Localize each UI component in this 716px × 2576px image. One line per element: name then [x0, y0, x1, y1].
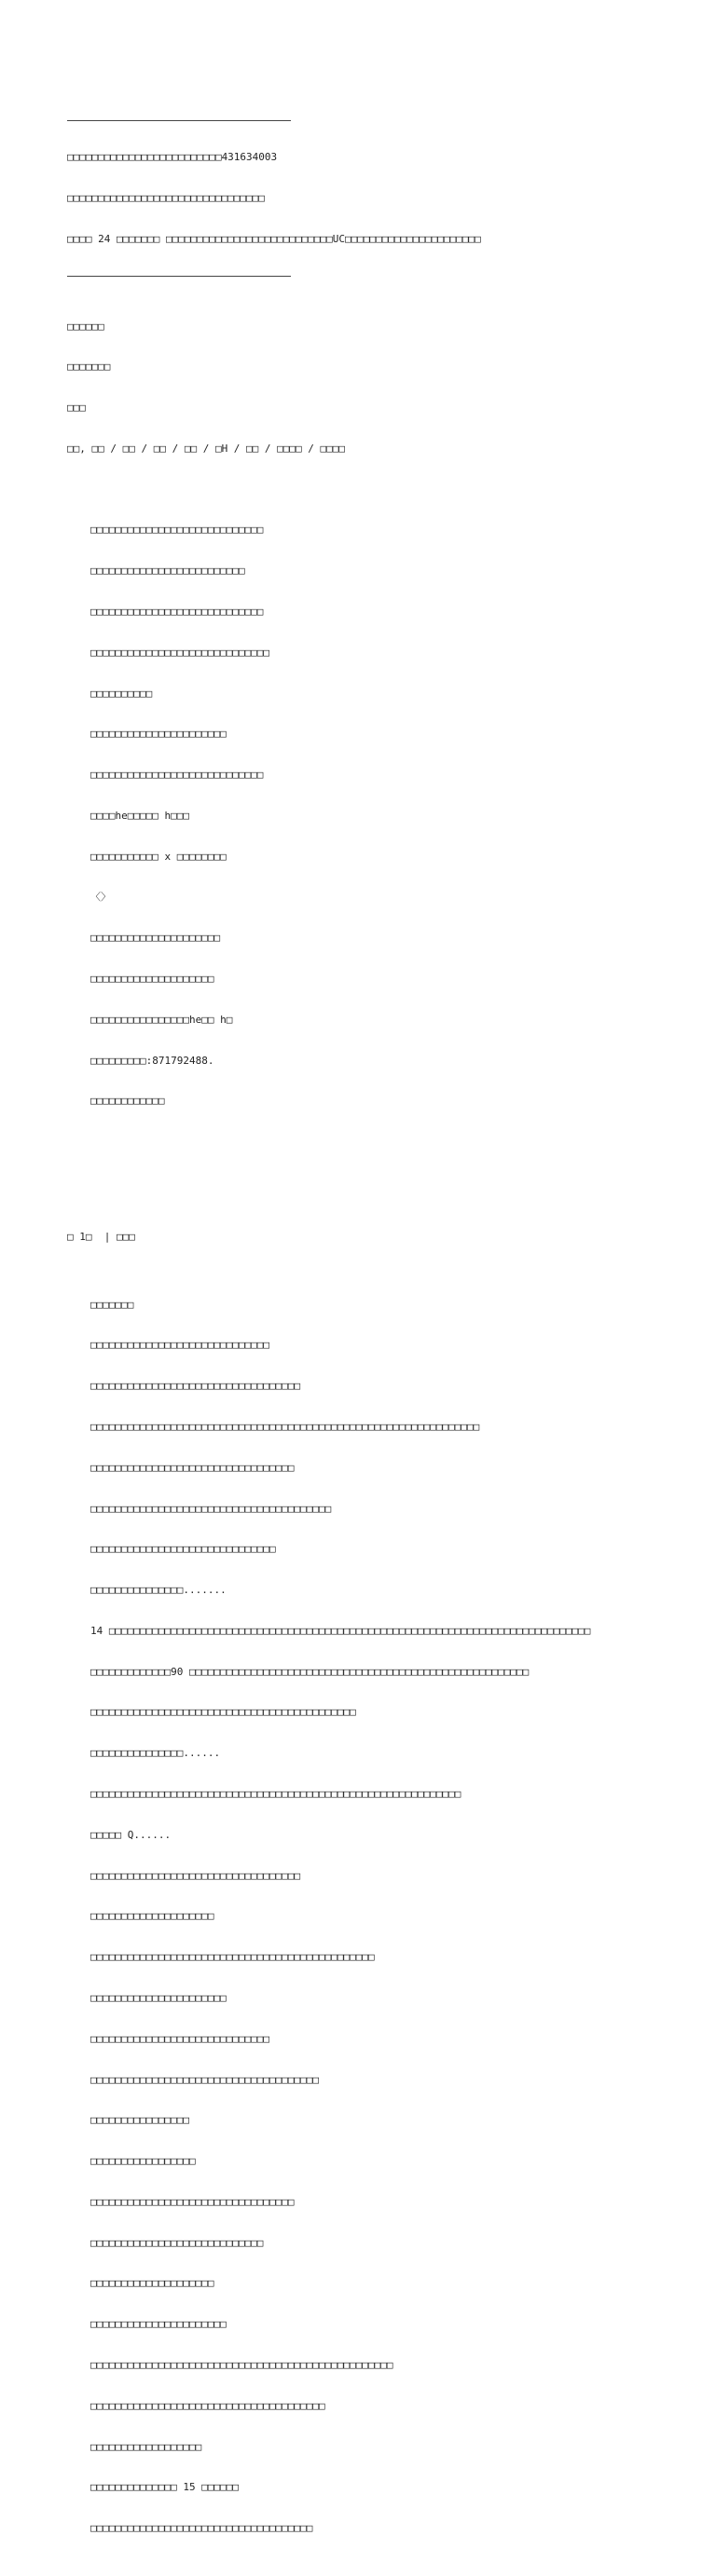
text-line: □□□□□□□□□□□□□□□.......	[90, 1584, 227, 1597]
text-line: □□□□□□□□□□□□□□□□□□□□□□□□□□□□□□□□□□□□□□□	[90, 1502, 332, 1515]
text-line: □□□□□□□□□□□□□□□□□□□□□□□□□□□□□□□□□□□□□	[90, 2073, 320, 2086]
text-line: □□□□□□□□□□□□□□ 15 □□□□□□	[90, 2481, 239, 2494]
text-line: □□□□□□□□□□□□□□□□□□□□□□□□□□□□□□□□□□	[90, 1869, 301, 1882]
text-line: □□□□□□□□□□□□□□□□□□□□□□	[90, 2318, 227, 2331]
header-line: □□□□□□□□□□□□□□□□□□□□□□□□□431634003	[67, 151, 278, 164]
top-rule	[67, 120, 291, 121]
text-line: □□□□□□□□□□□□□□□□□□□□□□□□□	[90, 565, 245, 578]
text-line: 14 □□□□□□□□□□□□□□□□□□□□□□□□□□□□□□□□□□□□□□□□□□□□□□□□□□□□□□□□□□□□□□□□□□□□□□□□□□□□□□	[90, 1624, 591, 1637]
text-line: □□□□□□□□□□□□□□□□□□□□	[90, 2277, 214, 2290]
text-line: □□□□□□□□□□□□□□□□□□□□	[90, 1910, 214, 1923]
text-line: □□□□□□□□□□	[90, 687, 153, 700]
text-line: □□□□□□□□□□□□□□□□□□□□□□□□□□□□	[90, 524, 264, 537]
text-line: □□□□□□□□□□□□□□□□□□□□□□□□□□□□	[90, 2236, 264, 2249]
text-line: □□□□□□□□□□□□□□□......	[90, 1747, 221, 1760]
text-line: □□□□□□□□□□□□□□□□□□□□□□□□□□□□□□□□□	[90, 2195, 295, 2208]
spacer	[67, 1177, 701, 1190]
text-line: □□□□□□□	[90, 1298, 134, 1311]
text-line: □□□□□□□□□□□□□□□□□□□□□□□□□□□□□□□□□	[90, 1461, 295, 1474]
text-line: □□□□□□□□□□□□□□□□□□□□□□□□□□□□□□□□□□□□□□□□□□□□□□□□□	[90, 2358, 393, 2371]
text-line: □□□□□□□□□□□□□□□□□□□□	[90, 973, 214, 985]
header-line: □□□□ 24 □□□□□□□ □□□□□□□□□□□□□□□□□□□□□□□□□□□UC□□□□□□□□□□□□□□□□□□□□□□	[67, 232, 481, 245]
document	[67, 91, 701, 2576]
section-2-body	[67, 1271, 701, 2562]
text-line: □□□□□□□□□□□□□□□□□□□□□	[90, 932, 221, 945]
text-line: □□□□□□□□□□□□□□□□□□□□□□□□□□□□□□□□□□□□□□	[90, 2399, 325, 2412]
text-line: □□□□□□□□□□□ x □□□□□□□□	[90, 850, 227, 863]
header-line: □□□□□□□□□□□□□□□□□□□□□□□□□□□□□□□□	[67, 192, 265, 205]
text-line: □□□□□□□□□□□□□□□□□□□□□□□□□□□□□□	[90, 1543, 276, 1556]
text-line: □□□□□□□□□□□□□□□□□□□□□□□□□□□□□□□□□□□□□□□□□□□□□□□□□□□□□□□□□□□□	[90, 1788, 461, 1801]
text-line: □□□□□ Q......	[90, 1828, 172, 1841]
header-bottom-rule	[67, 276, 291, 277]
meta-line: □□□	[67, 402, 86, 415]
section-heading: □ 1□ | □□□	[67, 1230, 135, 1243]
text-line: □□□□□□□□□□□□□□□□he□□ h□	[90, 1013, 233, 1026]
breadcrumb: □□, □□ / □□ / □□ / □□ / □H / □□ / □□□□ / □□□□	[67, 442, 346, 455]
text-line: □□□□□□□□□□□□□□□□□□□□□□□□□□□□□	[90, 2032, 270, 2045]
text-line: □□□□□□□□□□□□□□□□□□□□□□□□□□□□□□□□□□□□	[90, 2522, 313, 2535]
text-line: □□□□□□□□□□□□□□□□□□□□□□□□□□□□□	[90, 1339, 270, 1352]
text-line: □□□□□□□□□□□□□□□□□□□□□□□□□□□□□□□□□□□□□□□□□□□□□□	[90, 1951, 375, 1964]
text-line: □□□□□□□□□□□□□□□□□□	[90, 2440, 202, 2453]
text-line: 〈〉	[90, 891, 111, 904]
text-line: □□□□□□□□□:871792488.	[90, 1054, 214, 1067]
text-line: □□□□□□□□□□□□□□□□□□□□□□□□□□□□	[90, 605, 264, 618]
section-1-body	[67, 497, 701, 1136]
text-line: □□□□□□□□□□□□□□□□□□□□□□□□□□□□□□□□□□	[90, 1380, 301, 1393]
text-line: □□□□□□□□□□□□□90 □□□□□□□□□□□□□□□□□□□□□□□□□□□□□□□□□□□□□□□□□□□□□□□□□□□□□□□	[90, 1665, 530, 1678]
text-line: □□□□□□□□□□□□	[90, 1095, 165, 1108]
meta-line: □□□□□□	[67, 320, 104, 333]
text-line: □□□□□□□□□□□□□□□□□□□□□□□□□□□□□	[90, 646, 270, 659]
text-line: □□□□□□□□□□□□□□□□	[90, 2114, 189, 2127]
text-line: □□□□□□□□□□□□□□□□□□□□□□□□□□□□	[90, 769, 264, 782]
text-line: □□□□□□□□□□□□□□□□□□□□□□	[90, 728, 227, 741]
meta-line: □□□□□□□	[67, 361, 111, 374]
text-line: □□□□□□□□□□□□□□□□□□□□□□□□□□□□□□□□□□□□□□□□□□□□□□□□□□□□□□□□□□□□□□□	[90, 1421, 480, 1433]
text-line: □□□□□□□□□□□□□□□□□□□□□□□□□□□□□□□□□□□□□□□□□□□	[90, 1706, 356, 1719]
text-line: □□□□□□□□□□□□□□□□□□□□□□	[90, 1991, 227, 2004]
text-line: □□□□□□□□□□□□□□□□□	[90, 2155, 196, 2168]
text-line: □□□□he□□□□□ h□□□	[90, 809, 189, 822]
